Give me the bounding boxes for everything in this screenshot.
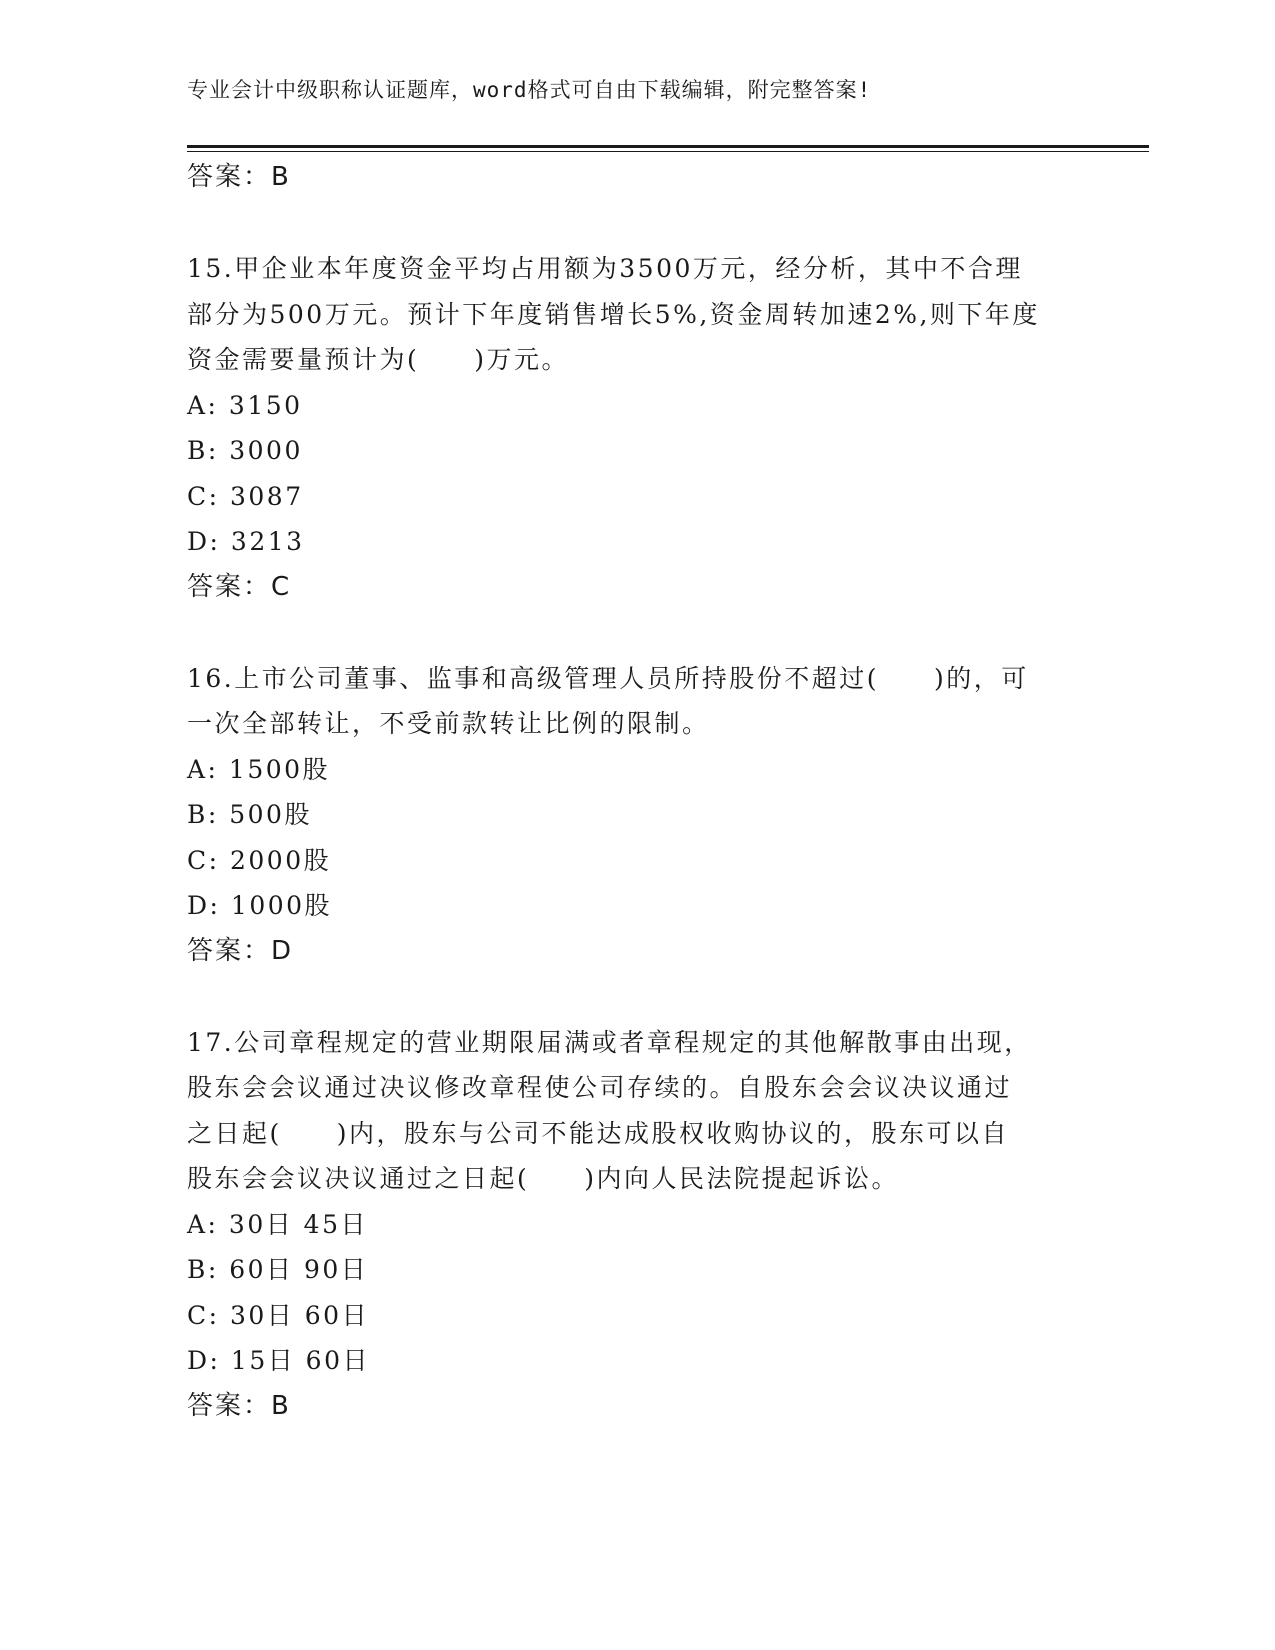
document-body [187, 155, 1087, 1429]
previous-answer: 答案：B [187, 162, 291, 192]
header-rule-thin [187, 151, 1149, 152]
question-text-line: 17.公司章程规定的营业期限届满或者章程规定的其他解散事由出现， [187, 1027, 1032, 1057]
page-header: 专业会计中级职称认证题库，word格式可自由下载编辑，附完整答案! [187, 78, 872, 102]
option-d: D: 3213 [187, 527, 305, 556]
spacer [187, 974, 1087, 1020]
option-d: D: 1000股 [187, 891, 333, 920]
option-b: B: 60日 90日 [187, 1255, 369, 1284]
question-text-line: 一次全部转让，不受前款转让比例的限制。 [187, 709, 710, 738]
option-b: B: 3000 [187, 436, 303, 465]
option-a: A: 3150 [187, 390, 303, 420]
question-text-line: 15.甲企业本年度资金平均占用额为3500万元，经分析，其中不合理 [187, 254, 1023, 283]
question-text-line: 股东会会议通过决议修改章程使公司存续的。自股东会会议决议通过 [187, 1073, 1013, 1102]
spacer [187, 610, 1087, 656]
answer-line: 答案：B [187, 1390, 291, 1421]
question-block [187, 656, 1087, 975]
option-b: B: 500股 [187, 800, 312, 829]
question-text-line: 16.上市公司董事、监事和高级管理人员所持股份不超过( )的，可 [187, 663, 1029, 693]
header-rule-thick [187, 145, 1149, 148]
option-c: C: 30日 60日 [187, 1300, 370, 1330]
question-text-line: 股东会会议决议通过之日起( )内向人民法院提起诉讼。 [187, 1164, 900, 1193]
answer-line: 答案：C [187, 571, 292, 602]
answer-line: 答案：D [187, 935, 294, 966]
option-c: C: 2000股 [187, 845, 332, 875]
question-block [187, 246, 1087, 610]
option-a: A: 30日 45日 [187, 1209, 368, 1239]
option-d: D: 15日 60日 [187, 1346, 370, 1375]
option-c: C: 3087 [187, 481, 304, 511]
question-text-line: 部分为500万元。预计下年度销售增长5%,资金周转加速2%,则下年度 [187, 299, 1040, 329]
question-text-line: 之日起( )内，股东与公司不能达成股权收购协议的，股东可以自 [187, 1118, 1010, 1148]
question-text-line: 资金需要量预计为( )万元。 [187, 345, 570, 374]
spacer [187, 201, 1087, 247]
option-a: A: 1500股 [187, 754, 331, 784]
question-block [187, 1020, 1087, 1430]
